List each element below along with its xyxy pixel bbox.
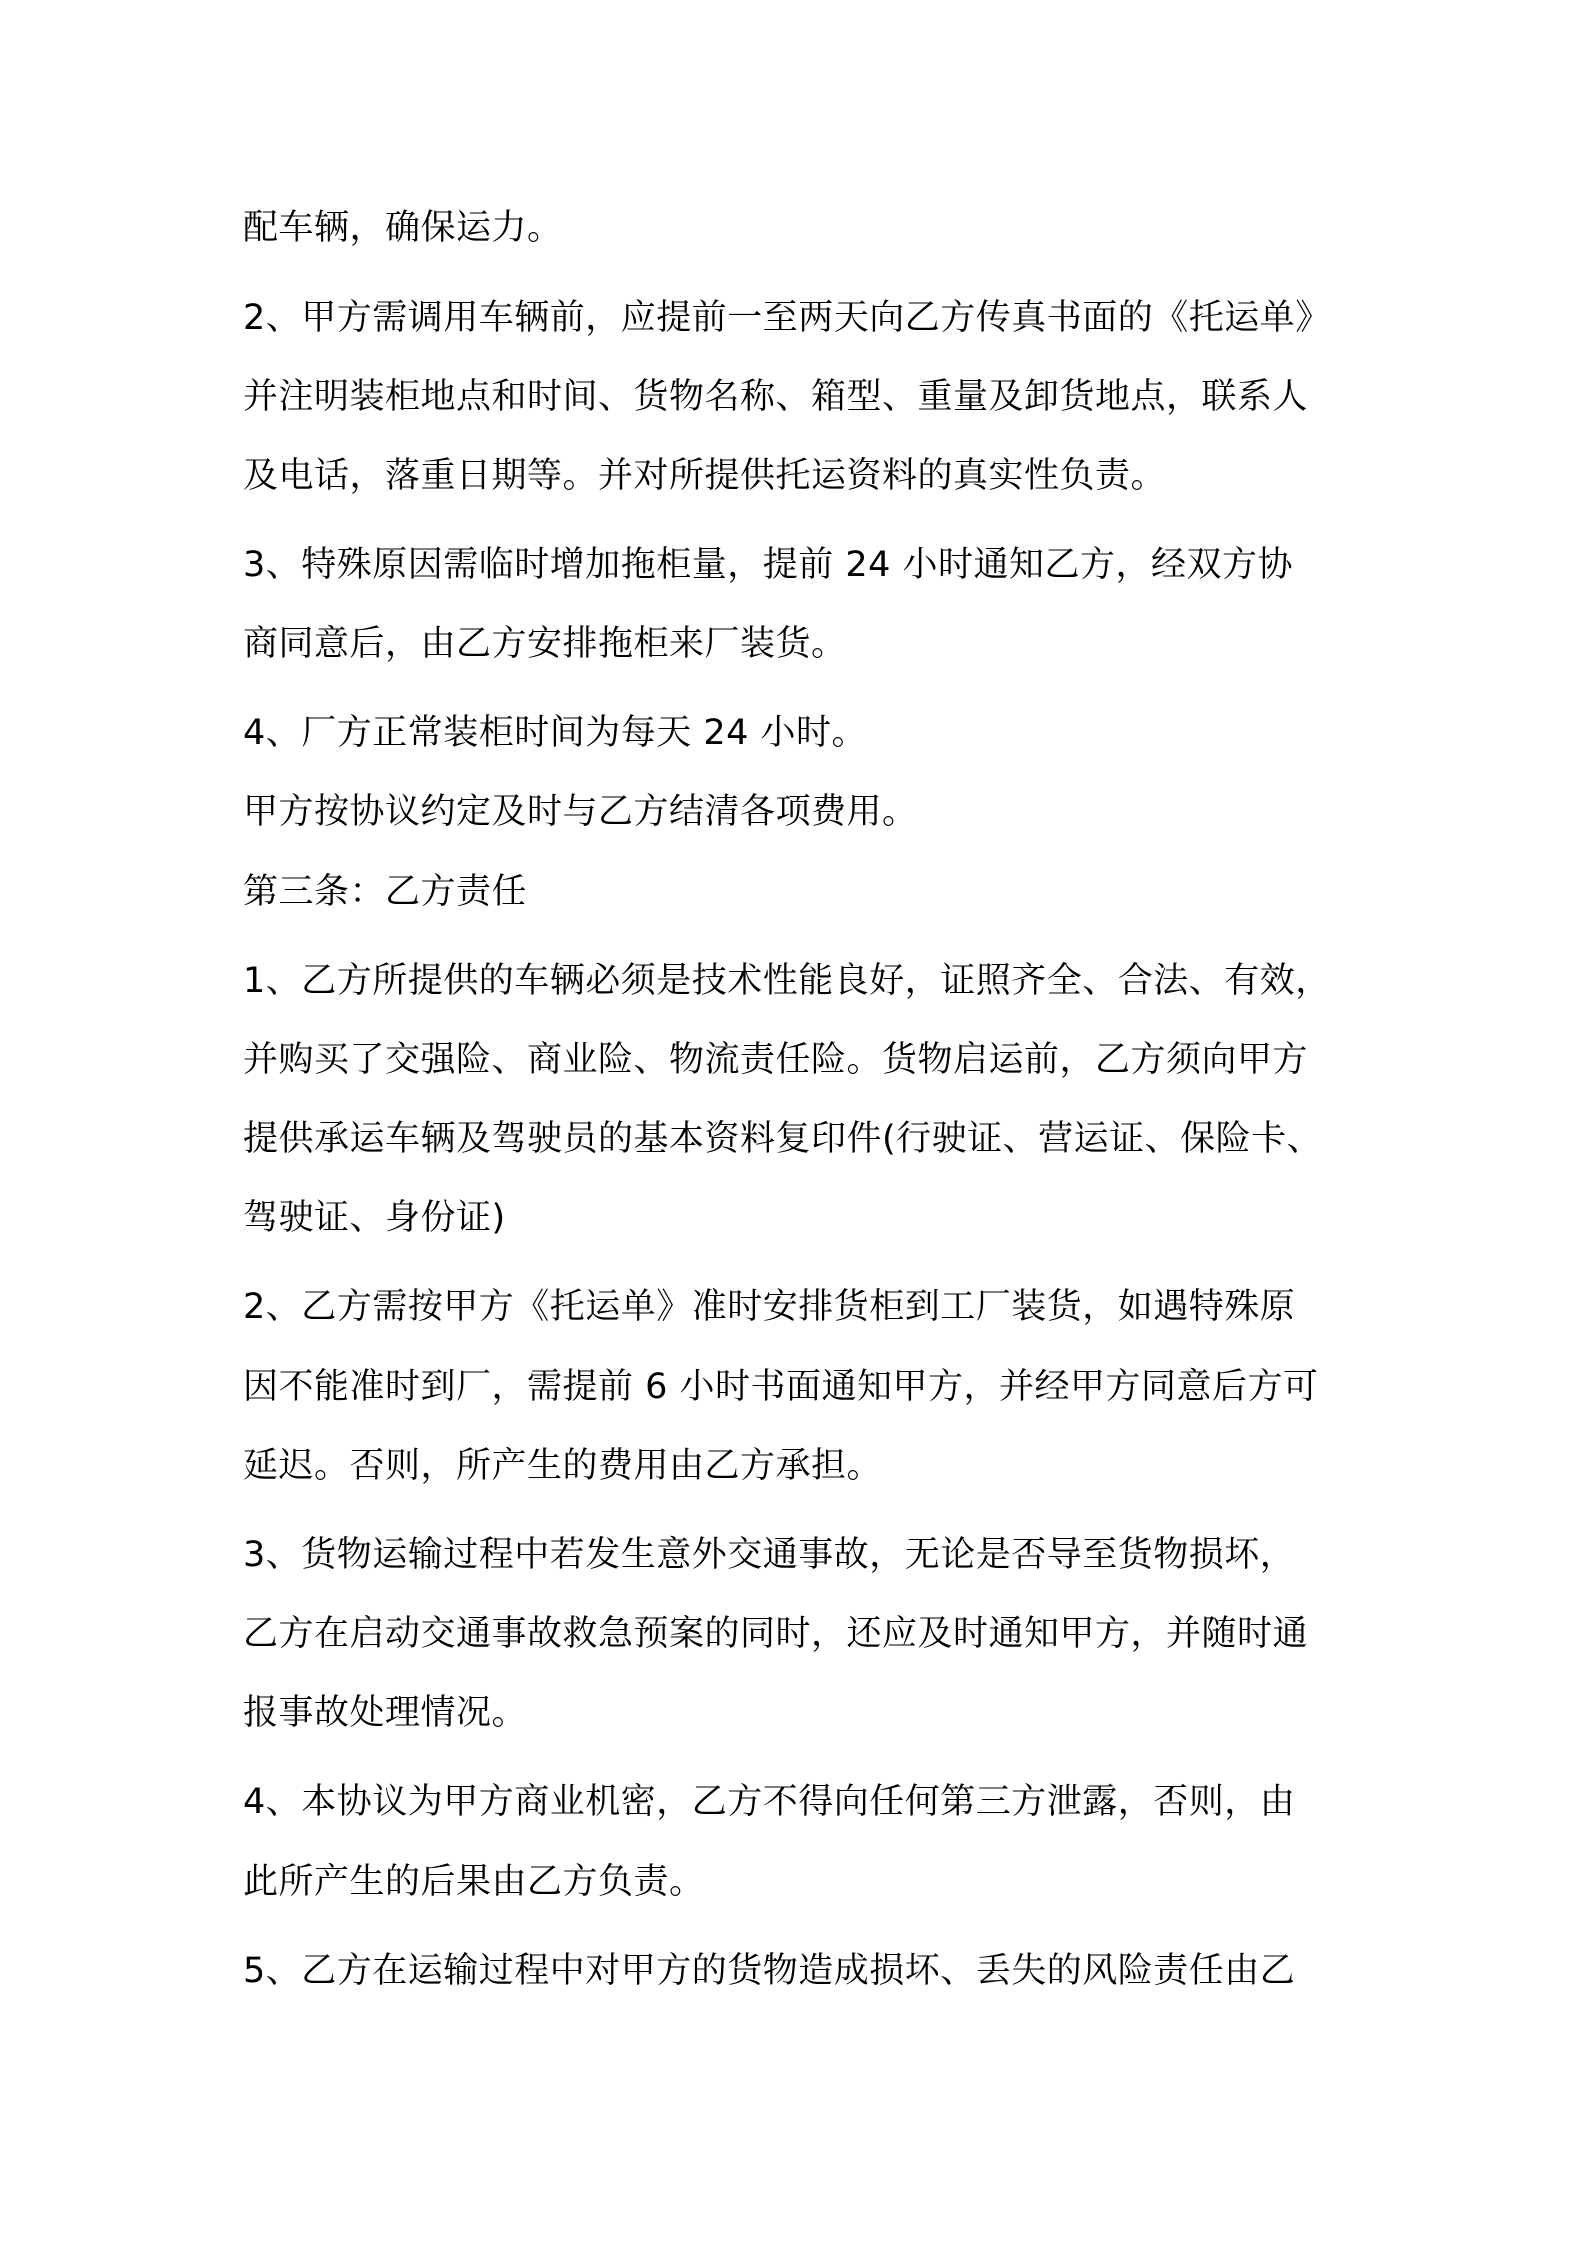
text-line: 报事故处理情况。	[243, 1693, 528, 1733]
text-line: 提供承运车辆及驾驶员的基本资料复印件(行驶证、营运证、保险卡、	[243, 1119, 1323, 1159]
text-line: 延迟。否则，所产生的费用由乙方承担。	[243, 1446, 883, 1486]
text-line: 1、乙方所提供的车辆必须是技术性能良好，证照齐全、合法、有效，	[243, 961, 1331, 1001]
text-line: 4、本协议为甲方商业机密，乙方不得向任何第三方泄露，否则，由	[243, 1782, 1296, 1822]
text-line: 此所产生的后果由乙方负责。	[243, 1862, 705, 1902]
text-line: 4、厂方正常装柜时间为每天 24 小时。	[243, 713, 868, 753]
text-line: 2、甲方需调用车辆前，应提前一至两天向乙方传真书面的《托运单》	[243, 298, 1331, 338]
text-line: 乙方在启动交通事故救急预案的同时，还应及时通知甲方，并随时通	[243, 1614, 1309, 1654]
text-line: 甲方按协议约定及时与乙方结清各项费用。	[243, 792, 918, 832]
text-line: 2、乙方需按甲方《托运单》准时安排货柜到工厂装货，如遇特殊原	[243, 1287, 1296, 1327]
text-line: 配车辆，确保运力。	[243, 208, 563, 248]
text-line: 商同意后，由乙方安排拖柜来厂装货。	[243, 624, 847, 664]
text-line: 并注明装柜地点和时间、货物名称、箱型、重量及卸货地点，联系人	[243, 377, 1309, 417]
text-line: 及电话，落重日期等。并对所提供托运资料的真实性负责。	[243, 456, 1167, 496]
text-line: 驾驶证、身份证)	[243, 1198, 506, 1238]
text-line: 3、货物运输过程中若发生意外交通事故，无论是否导至货物损坏，	[243, 1535, 1296, 1575]
section-heading: 第三条：乙方责任	[243, 872, 528, 912]
text-line: 并购买了交强险、商业险、物流责任险。货物启运前，乙方须向甲方	[243, 1040, 1309, 1080]
text-line: 因不能准时到厂，需提前 6 小时书面通知甲方，并经甲方同意后方可	[243, 1367, 1319, 1407]
text-line: 5、乙方在运输过程中对甲方的货物造成损坏、丢失的风险责任由乙	[243, 1951, 1296, 1991]
text-line: 3、特殊原因需临时增加拖柜量，提前 24 小时通知乙方，经双方协	[243, 545, 1294, 585]
